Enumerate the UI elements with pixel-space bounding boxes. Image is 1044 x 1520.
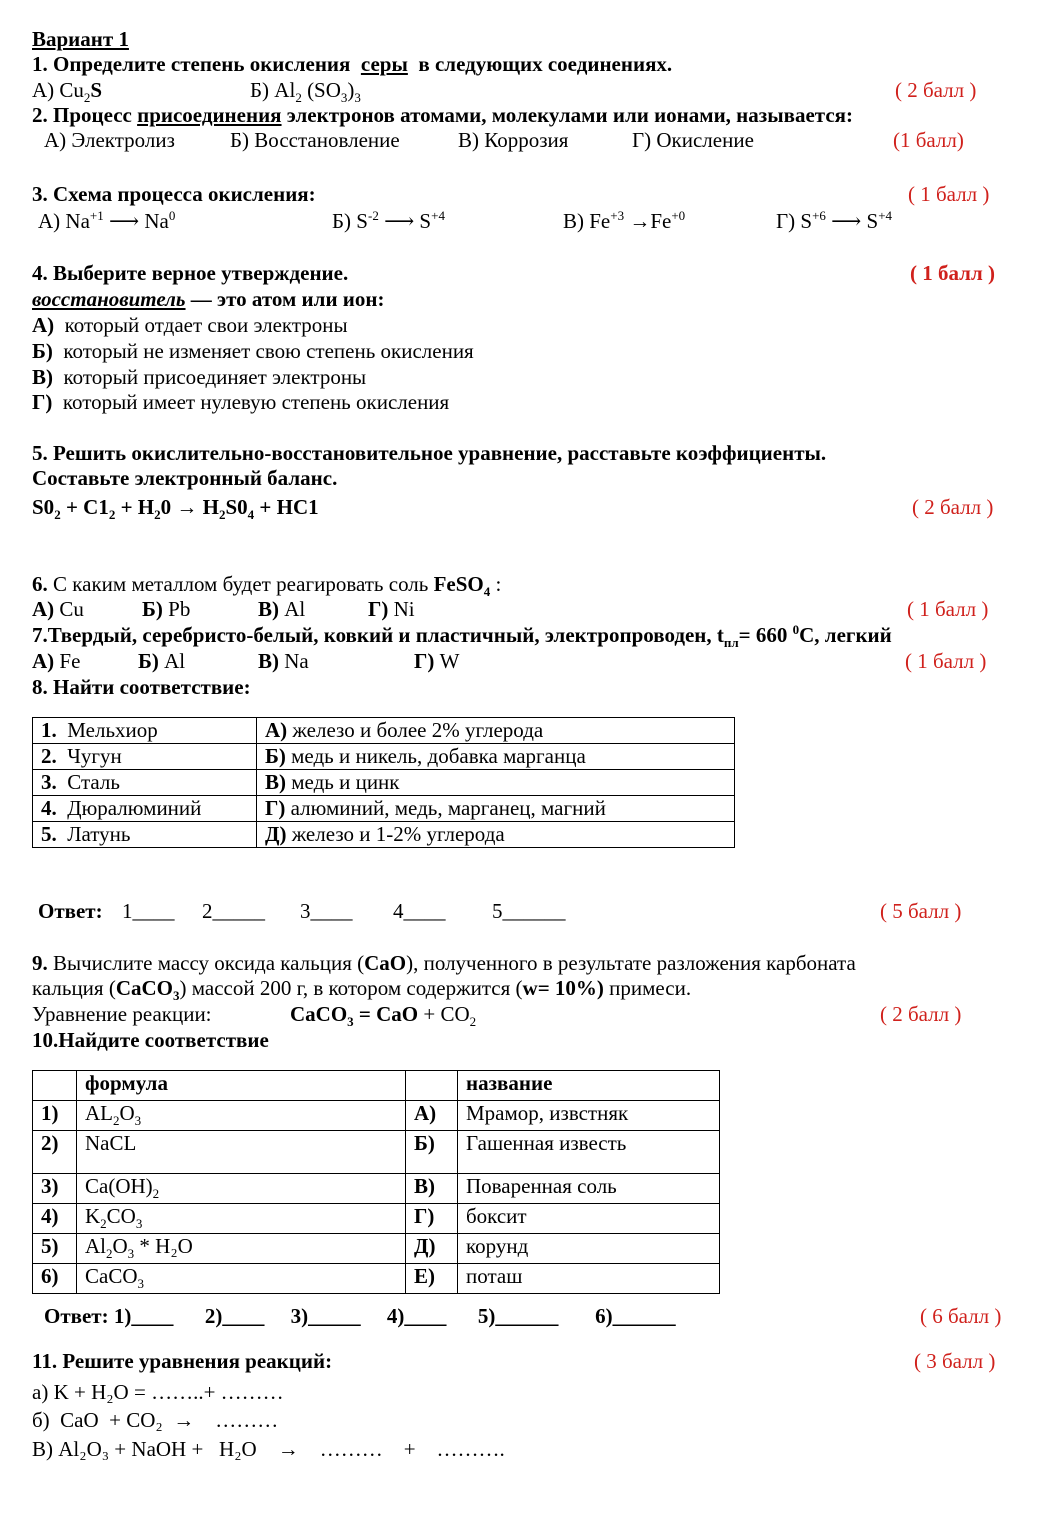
q6-score: ( 1 балл ) <box>907 597 989 621</box>
table-row: 3) $Ca(OH)_2$ В) Поваренная соль <box>33 1174 720 1204</box>
q8-answer-slot-5[interactable]: 5______ <box>492 899 566 923</box>
q8-answer-slot-1[interactable]: 1____ <box>122 899 175 923</box>
q9-question-line1: 9. Вычислите массу оксида кальция (CaO), полученного в результате разложения карбоната <box>32 951 856 975</box>
q8-score: ( 5 балл ) <box>880 899 962 923</box>
q9-score: ( 2 балл ) <box>880 1002 962 1026</box>
q6-option-d: Г) Ni <box>368 597 415 621</box>
table-row: 5) $Al_2O_3 * H_2O$ Д) корунд <box>33 1234 720 1264</box>
q4-option-d: Г) который имеет нулевую степень окисления <box>32 390 450 414</box>
q4-option-c: В) который присоединяет электроны <box>32 365 367 389</box>
table-row: 5. Латунь Д) железо и 1-2% углерода <box>33 822 735 848</box>
table-row: 6) CaCO$_3$ Е) поташ <box>33 1264 720 1294</box>
q11-question: 11. Решите уравнения реакций: <box>32 1349 333 1373</box>
q11-equation-b: б) CaO + CO₂ → ……… <box>32 1408 279 1432</box>
q3-option-d: Г) $S^{+6}$ ⟶ $S^{+4}$ <box>776 208 893 233</box>
q5-question-line2: Составьте электронный баланс. <box>32 466 338 490</box>
q2-option-b: Б) Восстановление <box>230 128 400 152</box>
q10-answer-line[interactable]: Ответ: 1)____ 2)____ 3)_____ 4)____ 5)______ 6)______ <box>44 1304 676 1328</box>
table-header-row: формула название <box>33 1071 720 1101</box>
q11-equation-a: а) K + H₂O = ……..+ ……… <box>32 1380 284 1404</box>
table-row: 4. Дюралюминий Г) алюминий, медь, марганец, магний <box>33 796 735 822</box>
q5-question-line1: 5. Решить окислительно-восстановительное уравнение, расставьте коэффициенты. <box>32 441 827 465</box>
q1-option-a: А) $Cu_2S$ <box>32 78 103 106</box>
q2-question: 2. Процесс присоединения электронов атомами, молекулами или ионами, называется: <box>32 103 854 127</box>
q8-answer-label: Ответ: <box>38 899 103 923</box>
q5-equation: $S0_2 + C1_2 + H_20 \to H_2S0_4 + HC1$ <box>32 495 319 523</box>
q4-option-a: А) который отдает свои электроны <box>32 313 348 337</box>
q7-score: ( 1 балл ) <box>905 649 987 673</box>
q6-question: 6. С каким металлом будет реагировать соль FeSO$_4$ : <box>32 572 502 600</box>
q3-score: ( 1 балл ) <box>908 182 990 206</box>
q2-option-c: В) Коррозия <box>458 128 569 152</box>
q3-question: 3. Схема процесса окисления: <box>32 182 316 206</box>
q7-option-b: Б) Al <box>138 649 186 673</box>
q6-option-c: В) Al <box>258 597 306 621</box>
q4-definition: восстановитель — это атом или ион: <box>32 287 385 311</box>
q8-question: 8. Найти соответствие: <box>32 675 251 699</box>
q10-question: 10.Найдите соответствие <box>32 1028 269 1052</box>
table-row: 3. Сталь В) медь и цинк <box>33 770 735 796</box>
alloys-table <box>32 717 735 848</box>
formula-table <box>32 1070 720 1294</box>
q7-option-c: В) Na <box>258 649 309 673</box>
table-row: 2) NaCL Б) Гашенная известь <box>33 1131 720 1174</box>
q9-equation: CaCO$_3$ = CaO + $CO_2$ <box>290 1002 477 1030</box>
q9-question-line2: кальция (CaCO$_3$) массой 200 г, в котором содержится (w= 10%) примеси. <box>32 976 692 1004</box>
q8-answer-slot-3[interactable]: 3____ <box>300 899 353 923</box>
q2-option-a: А) Электролиз <box>44 128 175 152</box>
q7-option-d: Г) W <box>414 649 460 673</box>
q1-score: ( 2 балл ) <box>895 78 977 102</box>
q4-score: ( 1 балл ) <box>910 261 995 285</box>
q10-score: ( 6 балл ) <box>920 1304 1002 1328</box>
q4-option-b: Б) который не изменяет свою степень окисления <box>32 339 474 363</box>
q2-score: (1 балл) <box>893 128 964 152</box>
table-row: 2. Чугун Б) медь и никель, добавка марганца <box>33 744 735 770</box>
q3-option-b: Б) $S^{-2}$ ⟶ $S^{+4}$ <box>332 208 445 233</box>
q6-option-a: А) Cu <box>32 597 84 621</box>
table-row: 1. Мельхиор А) железо и более 2% углерода <box>33 718 735 744</box>
q11-score: ( 3 балл ) <box>914 1349 996 1373</box>
q3-option-c: В) $Fe^{+3} \to Fe^{+0}$ <box>563 208 686 233</box>
q3-option-a: А) $Na^{+1}$ ⟶ Na$^0$ <box>38 208 176 233</box>
q7-option-a: А) Fe <box>32 649 81 673</box>
variant-title: Вариант 1 <box>32 27 129 51</box>
q5-score: ( 2 балл ) <box>912 495 994 519</box>
q2-option-d: Г) Окисление <box>632 128 754 152</box>
q9-equation-label: Уравнение реакции: <box>32 1002 212 1026</box>
table-row: 4) $K_2CO_3$ Г) боксит <box>33 1204 720 1234</box>
q8-answer-slot-2[interactable]: 2_____ <box>202 899 265 923</box>
q8-answer-slot-4[interactable]: 4____ <box>393 899 446 923</box>
q7-question: 7.Твердый, серебристо-белый, ковкий и пластичный, электропроводен, $t_{пл}= 660$ $^0$С, легкий <box>32 622 892 651</box>
q4-question: 4. Выберите верное утверждение. <box>32 261 349 285</box>
q6-option-b: Б) Pb <box>142 597 191 621</box>
table-row: 1) $AL_2O_3$ А) Мрамор, извстняк <box>33 1101 720 1131</box>
q1-question: 1. Определите степень окисления серы в следующих соединениях. <box>32 52 673 76</box>
q1-option-b: Б) $Al_2$ $(SO_3)_3$ <box>250 78 361 106</box>
q11-equation-c: В) Al₂O₃ + NaOH + H₂O → ……… + ………. <box>32 1437 505 1461</box>
